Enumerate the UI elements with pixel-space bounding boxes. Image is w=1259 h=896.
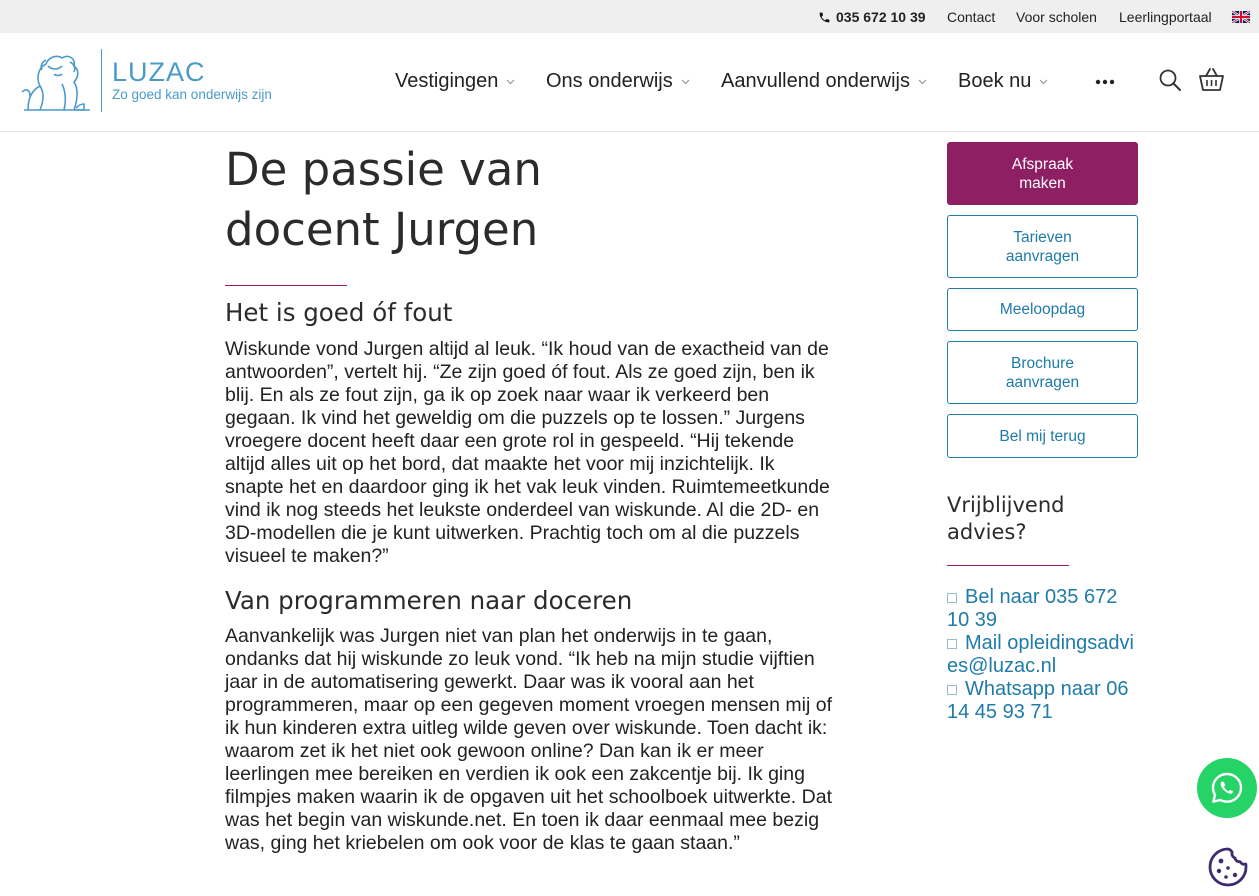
logo-tagline: Zo goed kan onderwijs zijn (112, 87, 272, 102)
request-rates-button[interactable] (947, 215, 1138, 278)
button-label: Tarieven aanvragen (1005, 228, 1080, 265)
request-brochure-button[interactable] (947, 341, 1138, 404)
nav-label: Boek nu (958, 70, 1032, 92)
nav-ons-onderwijs[interactable] (546, 70, 690, 93)
top-utility-bar (0, 0, 1259, 33)
search-icon[interactable] (1158, 68, 1182, 92)
whatsapp-link[interactable] (947, 678, 1138, 724)
chevron-down-icon (506, 79, 515, 85)
mail-icon (947, 639, 957, 649)
call-link[interactable] (947, 586, 1138, 632)
nav-aanvullend-onderwijs[interactable] (721, 70, 927, 93)
phone-icon (947, 593, 957, 603)
advice-divider (947, 565, 1069, 566)
appointment-button[interactable] (947, 142, 1138, 205)
section-paragraph: Aanvankelijk was Jurgen niet van plan het onderwijs in te gaan, ondanks dat hij wiskunde zo leuk vond. “Ik heb na mijn studie vijftien jaar in de automatisering gewerkt. Daar was ik vooral aan het programmeren, maar op een gegeven moment vroegen mensen mij of ik hun kinderen extra uitleg wilde geven over wiskunde. Toen dacht ik: waarom zet ik het niet ook gewoon online? Dan kan ik er meer leerlingen mee bereiken en verdien ik ook een zakcentje bij. Ik ging filmpjes maken waarin ik de opgaven uit het schoolboek uitwerkte. Dat was het begin van wiskunde.net. En toen ik daar eenmaal mee bezig was, ging het kriebelen om ook voor de klas te gaan staan.” (225, 625, 832, 854)
button-label: Afspraak maken (1011, 155, 1074, 192)
nav-label: Ons onderwijs (546, 70, 673, 92)
uk-flag-icon[interactable] (1232, 11, 1250, 23)
nav-vestigingen[interactable] (395, 70, 515, 93)
section-paragraph: Wiskunde vond Jurgen altijd al leuk. “Ik houd van de exactheid van de antwoorden”, vertelt hij. “Ze zijn goed óf fout. Als ze goed zijn, ben ik blij. En als ze fout zijn, ga ik op zoek naar waar ik verkeerd ben gegaan. Ik vind het geweldig om die puzzels op te lossen.” Jurgens vroegere docent heeft daar een grote rol in gespeeld. “Hij tekende altijd alles uit op het bord, dat maakte het voor mij inzichtelijk. Ik snapte het en daardoor ging ik het vak leuk vinden. Ruimtemeetkunde vind ik nog steeds het leukste onderdeel van wiskunde. Al die 2D- en 3D-modellen die je kunt uitwerken. Prachtig toch om al die puzzels visueel te maken?” (225, 338, 830, 567)
phone-icon (818, 11, 831, 24)
more-dots-icon[interactable] (1095, 79, 1115, 85)
cookie-icon[interactable] (1207, 846, 1249, 888)
student-portal-link[interactable]: Leerlingportaal (1119, 9, 1212, 25)
call-me-back-button[interactable]: Bel mij terug (947, 414, 1138, 458)
lion-logo-icon (18, 48, 94, 115)
mail-label: Mail opleidingsadvies@luzac.nl (947, 632, 1134, 677)
chevron-down-icon (681, 79, 690, 85)
whatsapp-chat-button[interactable] (1197, 758, 1257, 818)
phone-number: 035 672 10 39 (836, 9, 926, 25)
chevron-down-icon (1039, 79, 1048, 85)
phone-link[interactable] (818, 9, 926, 25)
chevron-down-icon (918, 79, 927, 85)
section-heading: Van programmeren naar doceren (225, 586, 633, 615)
nav-label: Aanvullend onderwijs (721, 70, 911, 92)
call-label: Bel naar 035 672 10 39 (947, 586, 1118, 631)
nav-label: Vestigingen (395, 70, 499, 92)
mail-link[interactable] (947, 632, 1138, 678)
section-heading: Het is goed óf fout (225, 298, 453, 327)
contact-link[interactable]: Contact (947, 9, 996, 25)
basket-icon[interactable] (1198, 67, 1225, 92)
trial-day-button[interactable]: Meeloopdag (947, 288, 1138, 331)
schools-link[interactable]: Voor scholen (1016, 9, 1097, 25)
whatsapp-label: Whatsapp naar 06 14 45 93 71 (947, 678, 1129, 723)
whatsapp-icon (947, 685, 957, 695)
article (225, 140, 835, 854)
logo-divider (101, 49, 102, 112)
advice-heading: Vrijblijvend advies? (947, 493, 1065, 544)
logo-name: LUZAC (112, 57, 206, 87)
page-title: De passie van docent Jurgen (225, 143, 542, 256)
whatsapp-icon (1210, 771, 1244, 805)
contact-list (947, 586, 1138, 724)
button-label: Brochure aanvragen (1005, 354, 1080, 391)
site-header (0, 33, 1259, 132)
title-divider (225, 285, 347, 286)
nav-boek-nu[interactable] (958, 70, 1048, 93)
